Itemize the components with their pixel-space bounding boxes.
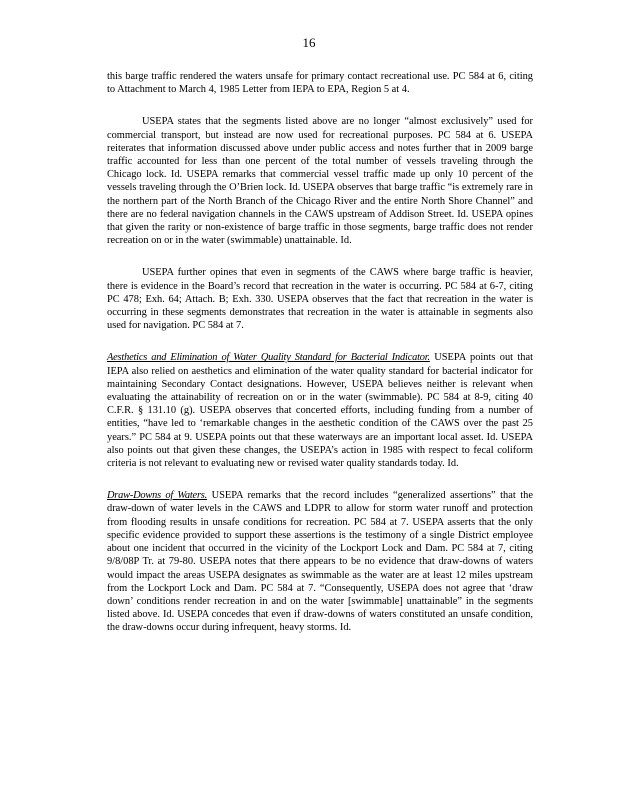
paragraph-4 xyxy=(107,351,533,470)
paragraph-3-text: USEPA further opines that even in segments of the CAWS where barge traffic is heavier, there is evidence in the Board’s record that recreation in the water is occurring. PC 584 at 6-7, citing PC 478; Exh. 64; Attach. B; Exh. 330. USEPA observes that the fact that recreation in the water is occurring in these segments demonstrates that recreation in the water is attainable in segments also used for navigation. PC 584 at 7. xyxy=(107,267,533,332)
paragraph-2-text: USEPA states that the segments listed above are no longer “almost exclusively” used for commercial transport, but instead are now used for recreational purposes. PC 584 at 6. USEPA reiterates that information discussed above under public access and notes further that in 2009 barge traffic accounted for less than one percent of the total number of vessels traveling through the Chicago lock. Id. USEPA remarks that commercial vessel traffic made up only 10 percent of the vessels traveling through the O’Brien lock. Id. USEPA observes that barge traffic “is extremely rare in the northern part of the North Branch of the Chicago River and the entire North Shore Channel” and there are no federal navigation channels in the CAWS upstream of Addison Street. Id. USEPA opines that given the rarity or non-existence of barge traffic in those segments, barge traffic does not render recreation on or in the water (swimmable) unattainable. Id. xyxy=(107,116,533,247)
document-body xyxy=(107,70,533,635)
paragraph-5-text: USEPA remarks that the record includes “generalized assertions” that the draw-down of water levels in the CAWS and LDPR to allow for storm water runoff and protection from flooding results in unsafe conditions for recreation. PC 584 at 7. USEPA asserts that the only specific evidence provided to support these assertions is the testimony of a single District employee about one incident that occurred in the vicinity of the Lockport Lock and Dam. PC 584 at 7, citing 9/8/08P Tr. at 79-80. USEPA notes that there appears to be no evidence that draw-downs of waters would impact the areas USEPA designates as swimmable as the water are at least 12 miles upstream from the Lockport Lock and Dam. PC 584 at 7. “Consequently, USEPA does not agree that ‘draw down’ conditions render recreation in and on the water [swimmable] unattainable” in the segments listed above. Id. USEPA concedes that even if draw-downs of waters constituted an unsafe condition, the draw-downs occur during infrequent, heavy storms. Id. xyxy=(107,490,533,634)
paragraph-1 xyxy=(107,70,533,96)
paragraph-3 xyxy=(107,266,533,332)
paragraph-5 xyxy=(107,489,533,634)
paragraph-4-text: USEPA points out that IEPA also relied on aesthetics and elimination of the water quality standard for bacterial indicator for maintaining Secondary Contact designations. However, USEPA believes neither is relevant when evaluating the attainability of recreation on or in the water (swimmable). PC 584 at 8-9, citing 40 C.F.R. § 131.10 (g). USEPA observes that concerted efforts, including funding from a number of entities, “have led to ‘remarkable changes in the aesthetic condition of the CAWS over the past 25 years.” PC 584 at 9. USEPA points out that these waterways are an important local asset. Id. USEPA also points out that given these changes, the USEPA’s action in 1985 with respect to fecal coliform criteria is not relevant to evaluating new or revised water quality standards today. Id. xyxy=(107,352,533,470)
page-number: 16 xyxy=(302,35,316,50)
section-heading-aesthetics: Aesthetics and Elimination of Water Quality Standard for Bacterial Indicator. xyxy=(107,352,430,364)
section-heading-draw-downs: Draw-Downs of Waters. xyxy=(107,490,208,502)
paragraph-2 xyxy=(107,115,533,247)
paragraph-1-text: this barge traffic rendered the waters unsafe for primary contact recreational use. PC 584 at 6, citing to Attachment to March 4, 1985 Letter from IEPA to EPA, Region 5 at 4. xyxy=(107,71,533,96)
